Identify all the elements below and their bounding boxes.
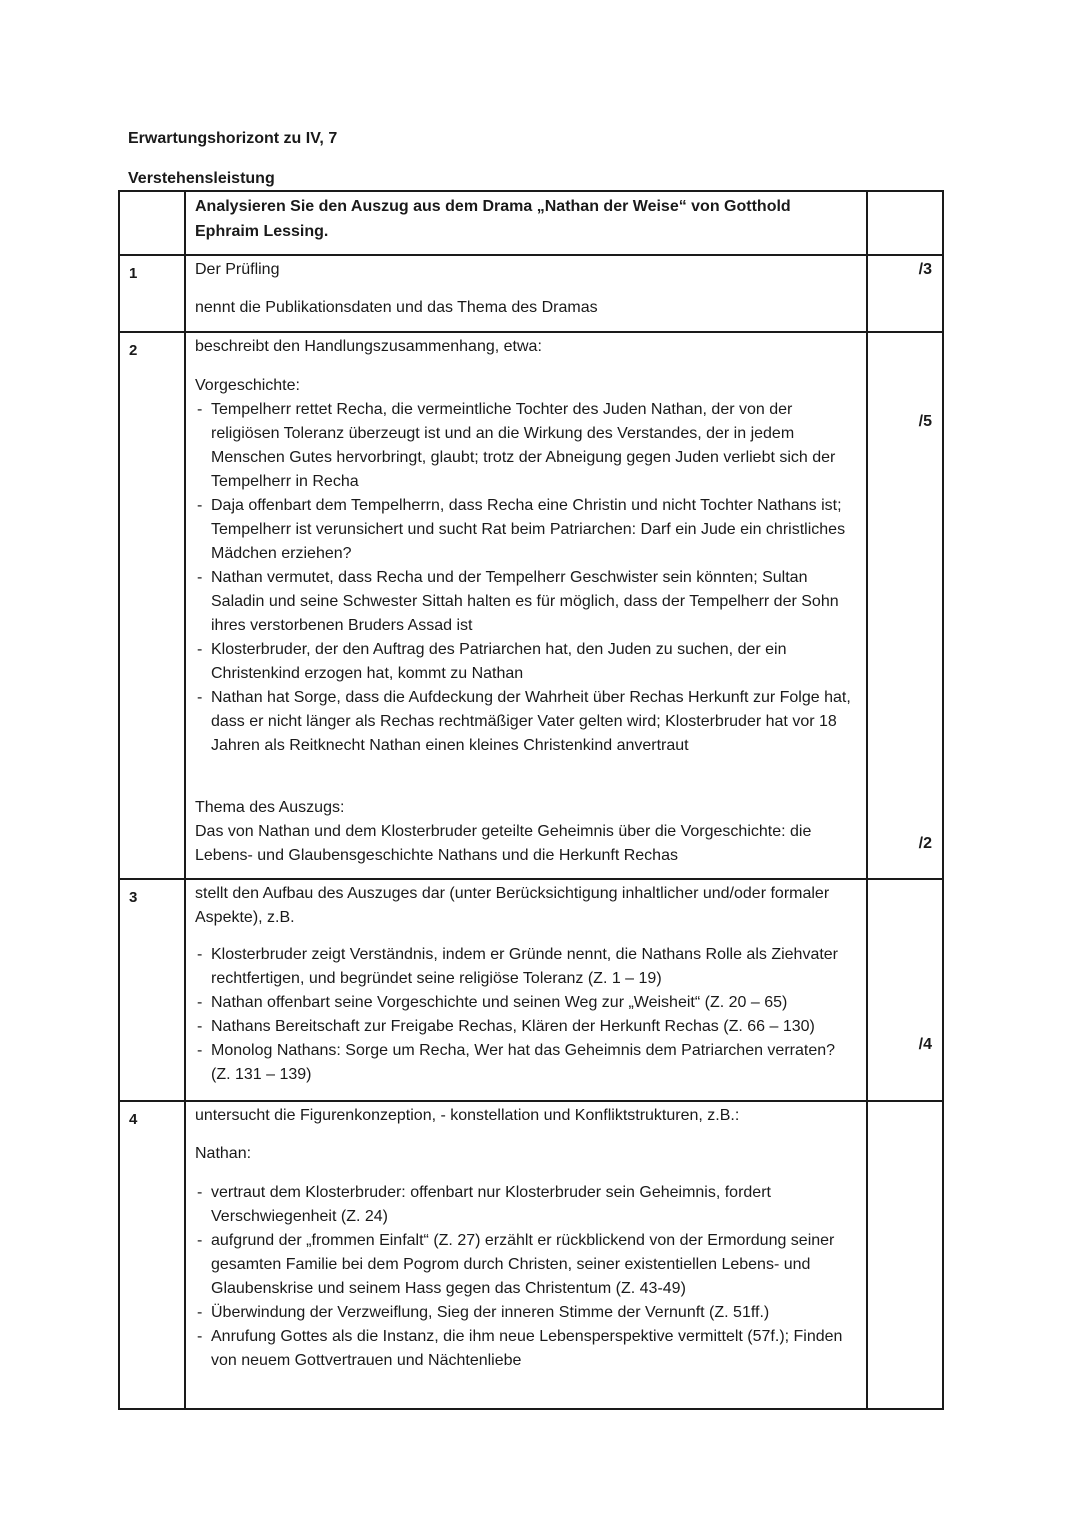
header-task-cell	[185, 191, 867, 255]
row-points-cell	[867, 332, 943, 879]
points-label: /2	[918, 835, 932, 852]
theme-title: Thema des Auszugs:	[195, 799, 345, 816]
row-content	[185, 332, 867, 879]
row-points-cell	[867, 255, 943, 332]
points-label: /3	[918, 261, 932, 278]
list-item: - Daja offenbart dem Tempelherrn, dass Recha eine Christin und nicht Tochter Nathans ist; Tempelherr ist verunsichert und sucht Rat beim Patriarchen: Darf ein Jude ein christliches Mädchen erziehen?	[195, 494, 858, 566]
bullet-list	[195, 398, 858, 758]
list-item: - Nathan offenbart seine Vorgeschichte und seinen Weg zur „Weisheit“ (Z. 20 – 65)	[195, 991, 858, 1015]
header-points-cell	[867, 191, 943, 255]
table-row	[119, 255, 943, 332]
table-header-row	[119, 191, 943, 255]
list-item: - Klosterbruder zeigt Verständnis, indem er Gründe nennt, die Nathans Rolle als Ziehvater rechtfertigen, und begründet seine religiöse Toleranz (Z. 1 – 19)	[195, 943, 858, 991]
row-number: 2	[119, 332, 185, 879]
row-intro: Der Prüfling	[195, 261, 280, 278]
row-number: 3	[119, 879, 185, 1101]
section-title: Nathan:	[195, 1145, 252, 1162]
rubric-table	[118, 190, 944, 1410]
list-item: - Anrufung Gottes als die Instanz, die ihm neue Lebensperspektive vermittelt (57f.); Finden von neuem Gottvertrauen und Nächtenliebe	[195, 1325, 858, 1373]
row-content	[185, 255, 867, 332]
row-content	[185, 879, 867, 1101]
table-row	[119, 879, 943, 1101]
list-item: - Überwindung der Verzweiflung, Sieg der inneren Stimme der Vernunft (Z. 51ff.)	[195, 1301, 858, 1325]
row-intro: untersucht die Figurenkonzeption, - konstellation und Konfliktstrukturen, z.B.:	[195, 1107, 740, 1124]
table-row	[119, 332, 943, 879]
row-number: 1	[119, 255, 185, 332]
row-points-cell	[867, 879, 943, 1101]
points-label: /4	[918, 1036, 932, 1053]
header-num-cell	[119, 191, 185, 255]
row-number: 4	[119, 1101, 185, 1409]
list-item: - Tempelherr rettet Recha, die vermeintliche Tochter des Juden Nathan, der von der religiösen Toleranz überzeugt ist und an die Wirkung des Verstandes, der in jedem Menschen Gutes hervorbringt, glaubt; trotz der Abneigung gegen Juden verliebt sich der Tempelherr in Recha	[195, 398, 858, 494]
row-intro: beschreibt den Handlungszusammenhang, etwa:	[195, 338, 542, 355]
bullet-list	[195, 1181, 858, 1373]
list-item: - Nathan hat Sorge, dass die Aufdeckung der Wahrheit über Rechas Herkunft zur Folge hat, dass er nicht länger als Rechas rechtmäßiger Vater gelten wird; Klosterbruder hat vor 18 Jahren als Reitknecht Nathan einen kleines Christenkind anvertraut	[195, 686, 858, 758]
row-points-cell	[867, 1101, 943, 1409]
list-item: - vertraut dem Klosterbruder: offenbart nur Klosterbruder sein Geheimnis, fordert Verschwiegenheit (Z. 24)	[195, 1181, 858, 1229]
row-line: nennt die Publikationsdaten und das Thema des Dramas	[195, 299, 598, 316]
list-item: - Nathan vermutet, dass Recha und der Tempelherr Geschwister sein könnten; Sultan Saladin und seine Schwester Sittah halten es für möglich, dass der Tempelherr der Sohn ihres verstorbenen Bruders Assad ist	[195, 566, 858, 638]
row-intro: stellt den Aufbau des Auszuges dar (unter Berücksichtigung inhaltlicher und/oder formaler Aspekte), z.B.	[195, 885, 830, 926]
document-title: Erwartungshorizont zu IV, 7	[128, 130, 338, 147]
bullet-list	[195, 943, 858, 1087]
task-text: Analysieren Sie den Auszug aus dem Drama „Nathan der Weise“ von Gotthold Ephraim Lessing.	[195, 198, 791, 240]
table-row	[119, 1101, 943, 1409]
theme-text: Das von Nathan und dem Klosterbruder geteilte Geheimnis über die Vorgeschichte: die Lebens- und Glaubensgeschichte Nathans und die Herkunft Rechas	[195, 823, 812, 864]
list-item: - Nathans Bereitschaft zur Freigabe Rechas, Klären der Herkunft Rechas (Z. 66 – 130)	[195, 1015, 858, 1039]
row-content	[185, 1101, 867, 1409]
section-title: Vorgeschichte:	[195, 377, 300, 394]
list-item: - Klosterbruder, der den Auftrag des Patriarchen hat, den Juden zu suchen, der ein Christenkind erzogen hat, kommt zu Nathan	[195, 638, 858, 686]
points-label: /5	[918, 413, 932, 430]
document-subtitle: Verstehensleistung	[128, 170, 275, 187]
list-item: - aufgrund der „frommen Einfalt“ (Z. 27) erzählt er rückblickend von der Ermordung seiner gesamten Familie bei dem Pogrom durch Christen, seiner existentiellen Lebens- und Glaubenskrise und seinem Hass gegen das Christentum (Z. 43-49)	[195, 1229, 858, 1301]
list-item: - Monolog Nathans: Sorge um Recha, Wer hat das Geheimnis dem Patriarchen verraten? (Z. 131 – 139)	[195, 1039, 858, 1087]
